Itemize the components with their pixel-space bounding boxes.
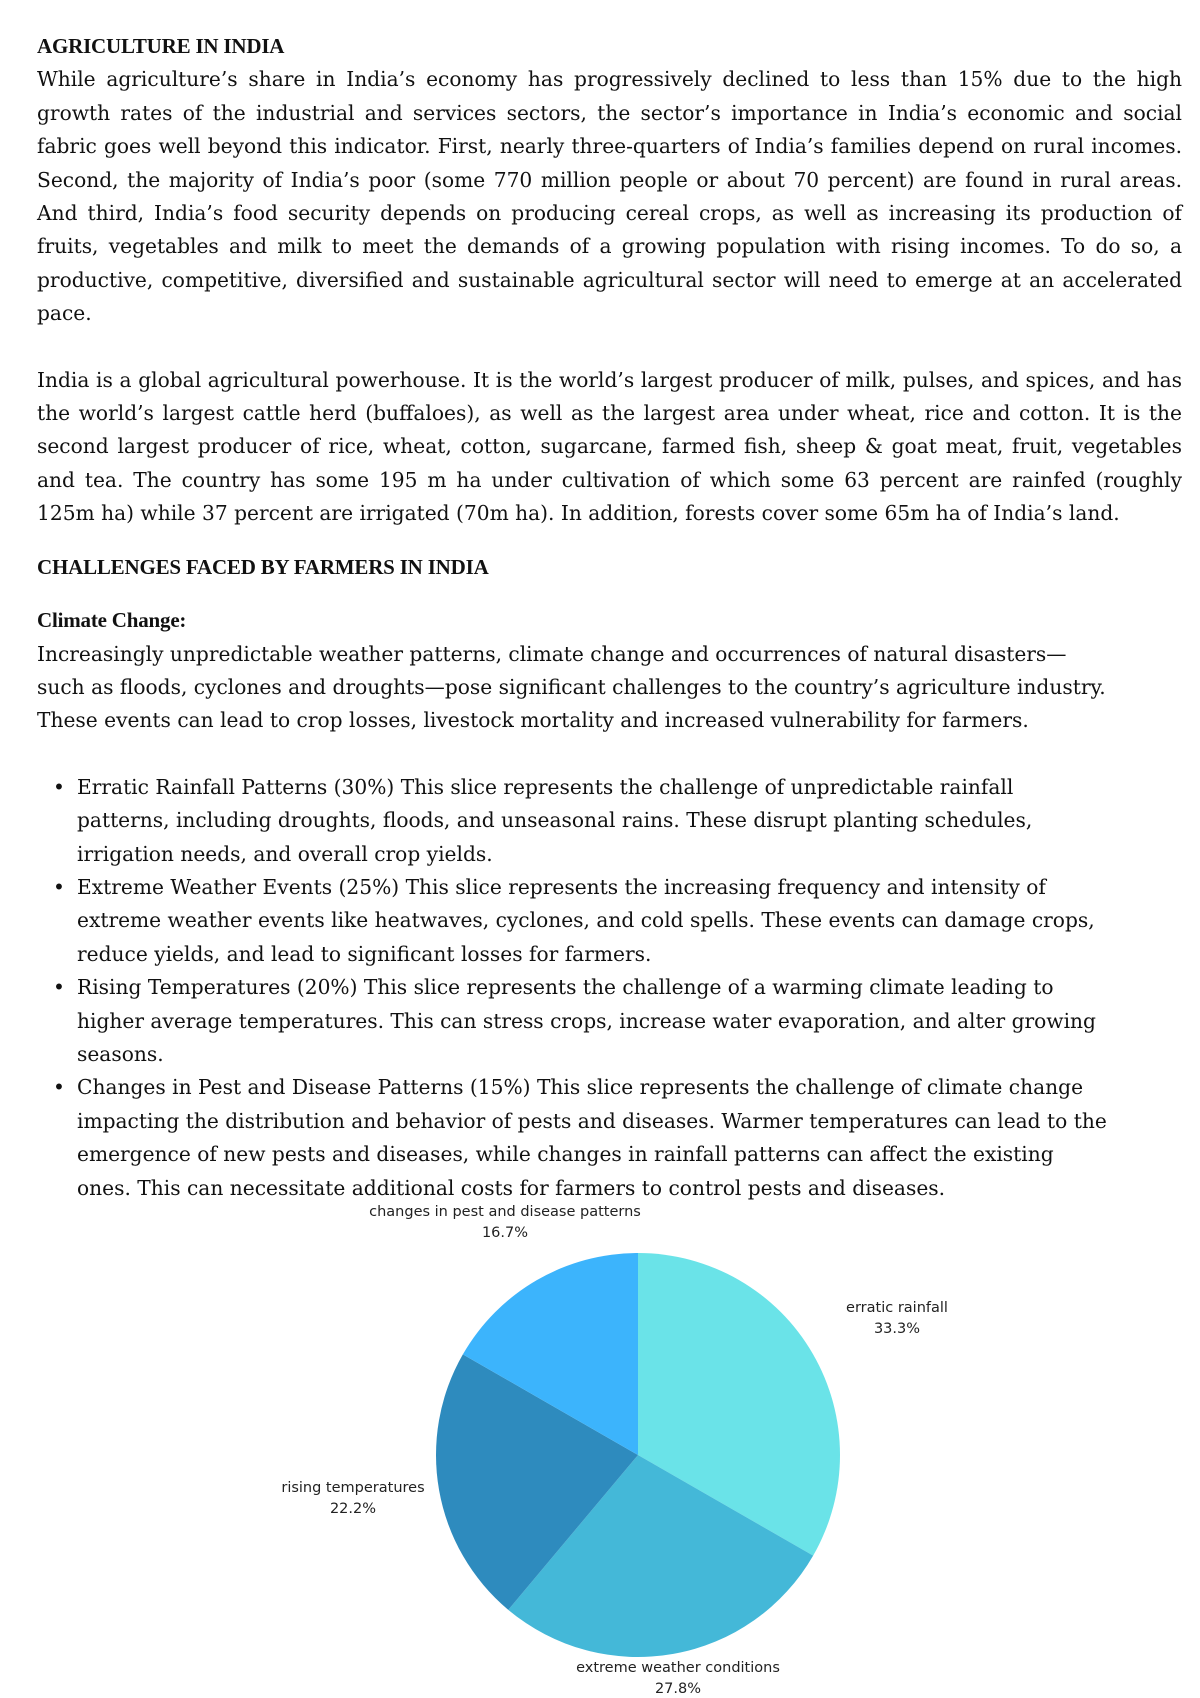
bullet-text: Changes in Pest and Disease Patterns (15%) This slice represents the challenge of climate change impacting the distribution and behavior of pests and diseases. Warmer temperatures can lead to the emergence of new pests and diseases, while changes in rainfall patterns can affect the existing ones. This can necessitate additional costs for farmers to control pests and diseases. xyxy=(77,1075,1107,1200)
bullet-icon: • xyxy=(53,874,65,899)
pie-slice-extreme-weather-conditions xyxy=(508,1455,813,1657)
slice-percent-label: 22.2% xyxy=(329,1501,377,1517)
bullet-text: Erratic Rainfall Patterns (30%) This slice represents the challenge of unpredictable rainfall patterns, including droughts, floods, and unseasonal rains. These disrupt planting schedules, irrigation needs, and overall crop yields. xyxy=(77,774,1033,866)
slice-label: erratic rainfall xyxy=(846,1300,948,1316)
list-item xyxy=(37,871,1112,971)
pie-slice-rising-temperatures xyxy=(436,1354,638,1609)
bullet-icon: • xyxy=(53,774,65,799)
section-title-agriculture: AGRICULTURE IN INDIA xyxy=(37,34,285,58)
bullet-icon: • xyxy=(53,975,65,1000)
bullet-text: Extreme Weather Events (25%) This slice represents the increasing frequency and intensity of extreme weather events like heatwaves, cyclones, and cold spells. These events can damage crops, reduce yields, and lead to significant losses for farmers. xyxy=(77,874,1095,966)
paragraph-agricultural-powerhouse: India is a global agricultural powerhouse. It is the world’s largest producer of milk, pulses, and spices, and has the world’s largest cattle herd (buffaloes), as well as the largest area under wheat, rice and cotton. It is the second largest producer of rice, wheat, cotton, sugarcane, farmed fish, sheep & goat meat, fruit, vegetables and tea. The country has some 195 m ha under cultivation of which some 63 percent are rainfed (roughly 125m ha) while 37 percent are irrigated (70m ha). In addition, forests cover some 65m ha of India’s land. xyxy=(37,367,1182,526)
list-item xyxy=(37,771,1112,871)
document-page xyxy=(37,30,1182,1205)
section-gap xyxy=(37,531,1182,551)
slice-label: rising temperatures xyxy=(281,1480,425,1496)
slice-percent-label: 33.3% xyxy=(873,1321,921,1337)
slice-label: extreme weather conditions xyxy=(576,1660,780,1676)
pie-slice-erratic-rainfall xyxy=(638,1253,840,1556)
section-title-challenges: CHALLENGES FACED BY FARMERS IN INDIA xyxy=(37,554,489,579)
slice-label: changes in pest and disease patterns xyxy=(369,1204,641,1220)
paragraph-gap xyxy=(37,738,1182,771)
paragraph-climate-change: Increasingly unpredictable weather patterns, climate change and occurrences of natural disasters—such as floods, cyclones and droughts—pose significant challenges to the country’s agriculture industry. These events can lead to crop losses, livestock mortality and increased vulnerability for farmers. xyxy=(37,641,1106,733)
list-item xyxy=(37,1071,1112,1205)
paragraph-gap xyxy=(37,331,1182,364)
subsection-title-climate-change: Climate Change: xyxy=(37,608,187,633)
list-item xyxy=(37,971,1112,1071)
pie-slice-changes-in-pest-and-disease-patterns xyxy=(463,1253,638,1455)
section-gap xyxy=(37,584,1182,604)
paragraph-agriculture-share: While agriculture’s share in India’s economy has progressively declined to less than 15% due to the high growth rates of the industrial and services sectors, the sector’s importance in India’s economic and social fabric goes well beyond this indicator. First, nearly three-quarters of India’s families depend on rural incomes. Second, the majority of India’s poor (some 770 million people or about 70 percent) are found in rural areas. And third, India’s food security depends on producing cereal crops, as well as increasing its production of fruits, vegetables and milk to meet the demands of a growing population with rising incomes. To do so, a productive, competitive, diversified and sustainable agricultural sector will need to emerge at an accelerated pace. xyxy=(37,67,1182,326)
bullet-text: Rising Temperatures (20%) This slice represents the challenge of a warming climate leading to higher average temperatures. This can stress crops, increase water evaporation, and alter growing seasons. xyxy=(77,975,1096,1066)
bullet-icon: • xyxy=(53,1075,65,1100)
challenges-bullet-list xyxy=(37,771,1112,1205)
slice-percent-label: 27.8% xyxy=(654,1681,702,1697)
slice-percent-label: 16.7% xyxy=(481,1225,529,1241)
